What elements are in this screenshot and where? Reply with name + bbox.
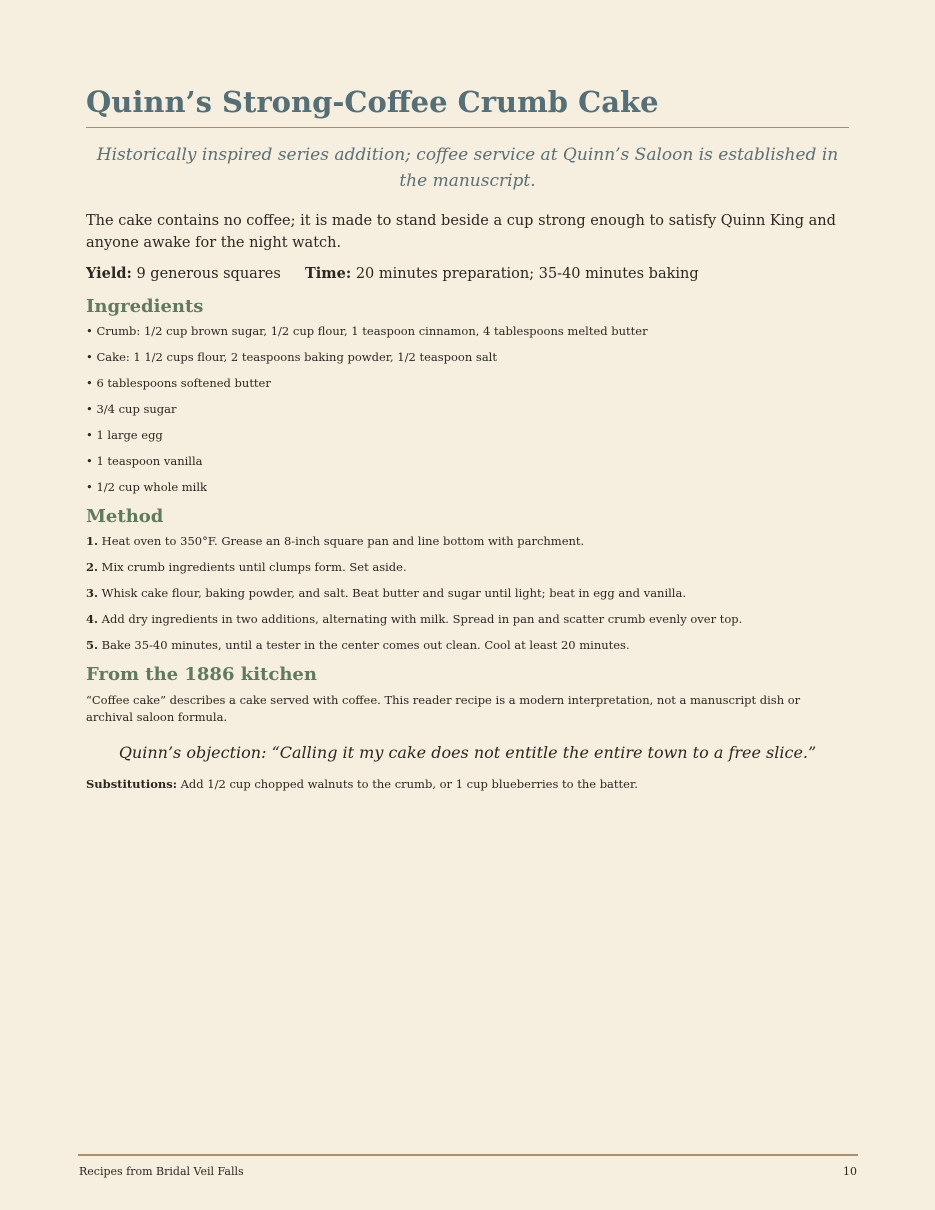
- yield-label: Yield:: [86, 265, 132, 282]
- title-divider: [86, 127, 849, 128]
- ingredient-item: • 1 teaspoon vanilla: [86, 454, 203, 468]
- ingredient-item: • 1 large egg: [86, 428, 163, 442]
- quinn-quote: Quinn’s objection: “Calling it my cake does not entitle the entire town to a free slice.”: [118, 743, 817, 762]
- page-number: 10: [843, 1165, 857, 1178]
- step-text: Bake 35-40 minutes, until a tester in the center comes out clean. Cool at least 20 minutes.: [101, 638, 630, 652]
- footer-book-title: Recipes from Bridal Veil Falls: [79, 1165, 244, 1178]
- step-text: Whisk cake flour, baking powder, and salt. Beat butter and sugar until light; beat in egg and vanilla.: [101, 586, 686, 600]
- method-step: [86, 585, 849, 601]
- footer-divider: [78, 1154, 858, 1156]
- ingredients-list: [86, 323, 849, 495]
- step-text: Heat oven to 350°F. Grease an 8-inch square pan and line bottom with parchment.: [101, 534, 585, 548]
- method-step: [86, 533, 849, 549]
- ingredient-item: • 3/4 cup sugar: [86, 402, 177, 416]
- substitutions: [86, 776, 849, 792]
- ingredient-item: • 6 tablespoons softened butter: [86, 376, 271, 390]
- ingredient-item: • Cake: 1 1/2 cups flour, 2 teaspoons baking powder, 1/2 teaspoon salt: [86, 350, 497, 364]
- ingredients-heading: Ingredients: [86, 296, 204, 317]
- recipe-intro: The cake contains no coffee; it is made to stand beside a cup strong enough to satisfy Quinn King and anyone awake for the night watch.: [86, 213, 836, 251]
- recipe-meta: [86, 263, 849, 285]
- step-number: 3.: [86, 586, 99, 600]
- ingredient-item: • Crumb: 1/2 cup brown sugar, 1/2 cup flour, 1 teaspoon cinnamon, 4 tablespoons melted butter: [86, 324, 648, 338]
- step-number: 1.: [86, 534, 99, 548]
- yield-value: 9 generous squares: [136, 266, 281, 282]
- step-number: 4.: [86, 612, 99, 626]
- method-list: [86, 533, 849, 653]
- method-step: [86, 559, 849, 575]
- step-text: Mix crumb ingredients until clumps form. Set aside.: [101, 560, 407, 574]
- page-footer: [78, 1154, 858, 1179]
- time-label: Time:: [305, 265, 352, 282]
- history-text: “Coffee cake” describes a cake served with coffee. This reader recipe is a modern interpretation, not a manuscript dish or archival saloon formula.: [86, 693, 801, 724]
- step-number: 5.: [86, 638, 99, 652]
- ingredient-item: • 1/2 cup whole milk: [86, 480, 208, 494]
- recipe-title: Quinn’s Strong-Coffee Crumb Cake: [86, 85, 659, 119]
- substitutions-label: Substitutions:: [86, 777, 177, 791]
- step-number: 2.: [86, 560, 99, 574]
- step-text: Add dry ingredients in two additions, alternating with milk. Spread in pan and scatter crumb evenly over top.: [101, 612, 743, 626]
- method-step: [86, 611, 849, 627]
- recipe-page: [86, 80, 849, 792]
- method-step: [86, 637, 849, 653]
- time-value: 20 minutes preparation; 35-40 minutes baking: [355, 266, 699, 282]
- method-heading: Method: [86, 506, 164, 527]
- substitutions-text: Add 1/2 cup chopped walnuts to the crumb, or 1 cup blueberries to the batter.: [180, 777, 638, 791]
- history-heading: From the 1886 kitchen: [86, 664, 317, 685]
- recipe-subtitle: Historically inspired series addition; coffee service at Quinn’s Saloon is established in the manuscript.: [96, 145, 839, 191]
